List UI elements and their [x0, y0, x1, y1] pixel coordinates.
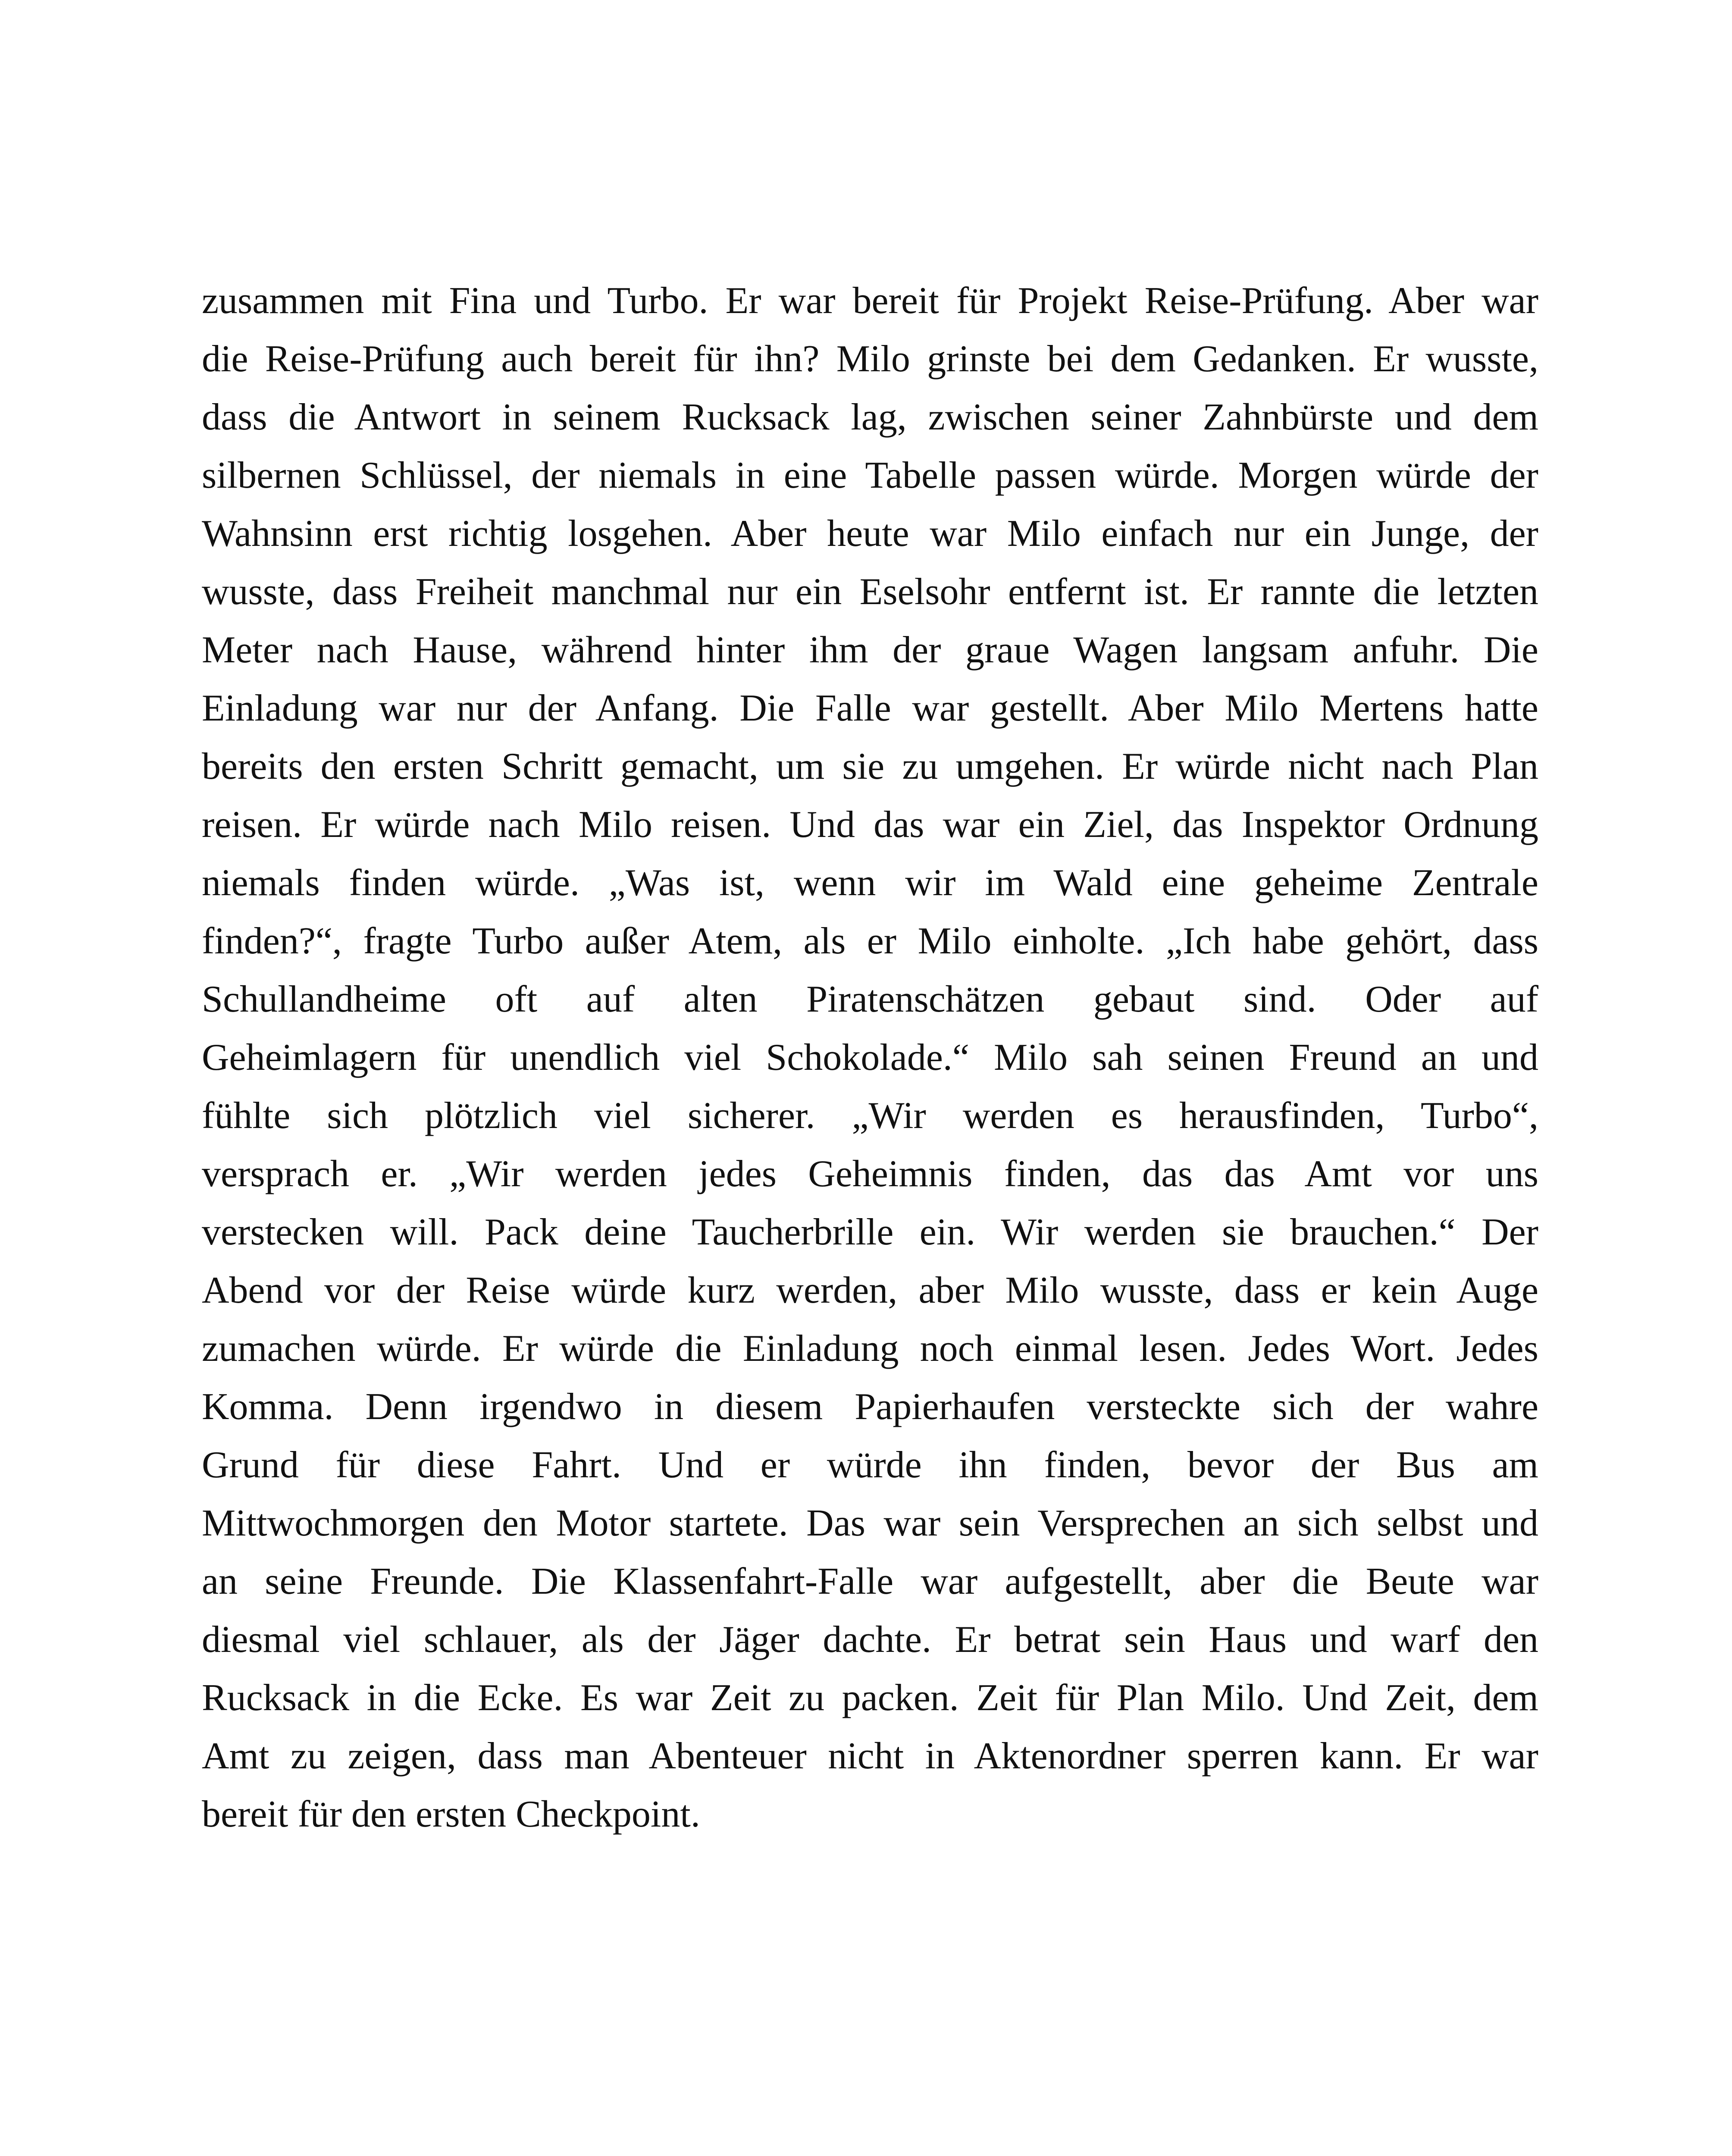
text-line: bereits den ersten Schritt gemacht, um sie zu umgehen. Er würde nicht nach Plan — [202, 746, 1538, 787]
text-line: dass die Antwort in seinem Rucksack lag, zwischen seiner Zahnbürste und dem — [202, 396, 1538, 438]
text-line: Wahnsinn erst richtig losgehen. Aber heute war Milo einfach nur ein Junge, der — [202, 513, 1538, 555]
text-line: fühlte sich plötzlich viel sicherer. „Wir werden es herausfinden, Turbo“, — [202, 1095, 1538, 1137]
text-line: verstecken will. Pack deine Taucherbrille ein. Wir werden sie brauchen.“ Der — [202, 1211, 1538, 1253]
text-line: Abend vor der Reise würde kurz werden, aber Milo wusste, dass er kein Auge — [202, 1269, 1538, 1311]
text-line: Komma. Denn irgendwo in diesem Papierhaufen versteckte sich der wahre — [202, 1386, 1538, 1428]
text-line: Rucksack in die Ecke. Es war Zeit zu packen. Zeit für Plan Milo. Und Zeit, dem — [202, 1677, 1538, 1719]
text-line: zusammen mit Fina und Turbo. Er war bereit für Projekt Reise-Prüfung. Aber war — [202, 280, 1538, 322]
text-line: finden?“, fragte Turbo außer Atem, als er Milo einholte. „Ich habe gehört, dass — [202, 920, 1538, 962]
text-line: Amt zu zeigen, dass man Abenteuer nicht in Aktenordner sperren kann. Er war — [202, 1735, 1538, 1777]
text-line: silbernen Schlüssel, der niemals in eine Tabelle passen würde. Morgen würde der — [202, 454, 1538, 496]
text-line: versprach er. „Wir werden jedes Geheimnis finden, das das Amt vor uns — [202, 1153, 1538, 1195]
text-line: niemals finden würde. „Was ist, wenn wir im Wald eine geheime Zentrale — [202, 862, 1538, 904]
text-line: die Reise-Prüfung auch bereit für ihn? Milo grinste bei dem Gedanken. Er wusste, — [202, 338, 1538, 380]
text-line: Einladung war nur der Anfang. Die Falle war gestellt. Aber Milo Mertens hatte — [202, 687, 1538, 729]
text-line: wusste, dass Freiheit manchmal nur ein Eselsohr entfernt ist. Er rannte die letzten — [202, 571, 1538, 613]
body-text — [202, 272, 1538, 1843]
text-line: an seine Freunde. Die Klassenfahrt-Falle war aufgestellt, aber die Beute war — [202, 1561, 1538, 1602]
text-line: bereit für den ersten Checkpoint. — [202, 1793, 700, 1835]
text-line: Geheimlagern für unendlich viel Schokolade.“ Milo sah seinen Freund an und — [202, 1037, 1538, 1078]
text-line: Schullandheime oft auf alten Piratenschätzen gebaut sind. Oder auf — [202, 978, 1538, 1020]
text-line: diesmal viel schlauer, als der Jäger dachte. Er betrat sein Haus und warf den — [202, 1619, 1538, 1661]
text-line: zumachen würde. Er würde die Einladung noch einmal lesen. Jedes Wort. Jedes — [202, 1328, 1538, 1369]
text-line: Grund für diese Fahrt. Und er würde ihn finden, bevor der Bus am — [202, 1444, 1538, 1486]
text-line: Meter nach Hause, während hinter ihm der graue Wagen langsam anfuhr. Die — [202, 629, 1538, 671]
text-line: Mittwochmorgen den Motor startete. Das war sein Versprechen an sich selbst und — [202, 1502, 1538, 1544]
text-line: reisen. Er würde nach Milo reisen. Und das war ein Ziel, das Inspektor Ordnung — [202, 804, 1538, 846]
